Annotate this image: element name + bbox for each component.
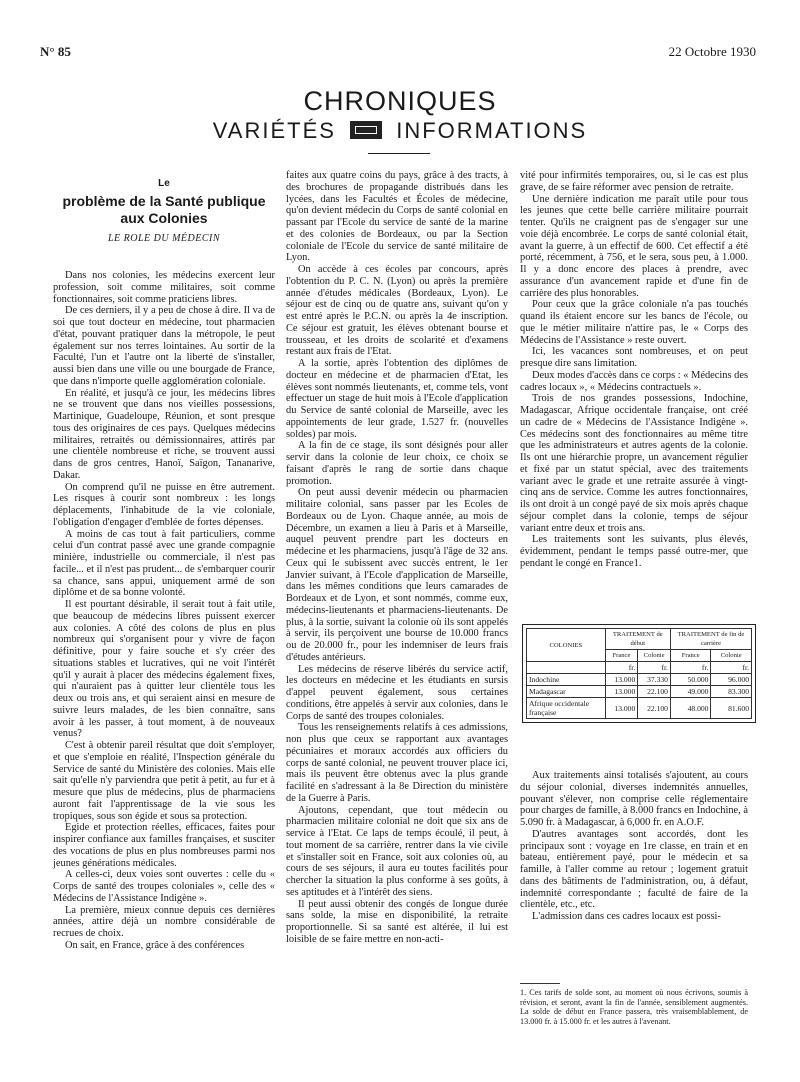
table-body (527, 674, 752, 719)
paragraph: Ici, les vacances sont nombreuses, et on peut presque dire sans limitation. (520, 346, 748, 369)
table-unit: fr. (605, 662, 638, 674)
ornament-icon (350, 121, 382, 139)
table-value: 22.100 (638, 698, 671, 719)
table-header-fin: TRAITEMENT de fin de carrière (670, 629, 751, 650)
column-3-top (520, 170, 748, 570)
paragraph: A la fin de ce stage, ils sont désignés pour aller servir dans la colonie de leur choix, ce choix se faisant d'après le rang de sortie dans chaque promotion. (286, 440, 508, 487)
paragraph: Aux traitements ainsi totalisés s'ajoutent, au cours du séjour colonial, diverses indemnités annuelles, pouvant s'élever, non comprise celle réglementaire pour charges de famille, à 8.000 francs en Indochine, à 5.090 fr. à Madagascar, à 6,000 fr. en A.O.F. (520, 770, 748, 828)
paragraph: On comprend qu'il ne puisse en être autrement. Les risques à courir sont nombreux : les longs déplacements, l'inhabitude de la vie coloniale, l'obligation d'engager d'emblée de fortes dépenses. (53, 481, 275, 528)
paragraph: Ajoutons, cependant, que tout médecin ou pharmacien militaire colonial ne doit que six ans de service à l'Etat. Ce laps de temps écoulé, il peut, à tout moment de sa carrière, rentrer dans la vie civile et s'installer soit en France, soit aux colonies où, au cours de ses séjours, il aura eu toutes facilités pour chercher la situation la plus conforme à ses goûts, à ses aptitudes et à l'intérêt des siens. (286, 804, 508, 898)
masthead-rule (368, 153, 430, 154)
table-row (527, 698, 752, 719)
paragraph: Pour ceux que la grâce coloniale n'a pas touchés quand ils étaient encore sur les bancs de l'école, ou que le métier militaire n'attire pas, le « Corps des Médecins de l'Assistance » reste ouvert. (520, 299, 748, 346)
paragraph: Il est pourtant désirable, il serait tout à fait utile, que beaucoup de médecins libres puissent exercer aux colonies. A côté des colons de plus en plus nombreux qui s'organisent pour y vivre de façon définitive, pour y faire souche et s'y créer des situations stables et lucratives, qui ne voit l'intérêt qu'il y aurait à placer des médecins également fixes, qui n'auraient pas à quitter leur clientèle tous les deux ou trois ans, et qui seraient ainsi en mesure de suivre leurs malades, de les bien connaître, sans avoir à les passer, à tout moment, à de nouveaux venus? (53, 599, 275, 740)
masthead-title: CHRONIQUES (303, 86, 497, 116)
salary-table (522, 624, 756, 723)
paragraph: D'autres avantages sont accordés, dont les principaux sont : voyage en 1re classe, en train et en bateau, entièrement payé, pour le médecin et sa famille, à l'aller comme au retour ; logement gratuit dans des bâtiments de l'administration, ou, à défaut, indemnité correspondante ; faculté de faire de la clientèle, etc., etc. (520, 828, 748, 911)
table-sub-colonie: Colonie (638, 650, 671, 662)
paragraph: faites aux quatre coins du pays, grâce à des tracts, à des brochures de propagande distribués dans les lycées, dans les Facultés et Écoles de médecine, qu'on devient médecin du Corps de santé colonial en passant par l'Ecole du service de santé de la marine et des colonies de Bordeaux, ou par la Section coloniale de l'Ecole du service de santé militaire de Lyon. (286, 170, 508, 264)
column-1 (53, 270, 275, 952)
table-colony-name: Indochine (527, 674, 606, 686)
paragraph: L'admission dans ces cadres locaux est possi- (532, 911, 721, 922)
issue-date: 22 Octobre 1930 (668, 44, 756, 59)
paragraph: A la sortie, après l'obtention des diplômes de docteur en médecine et de pharmacien d'Etat, les élèves sont nommés lieutenants, et, comme tels, vont effectuer un stage de huit mois à l'Ecole d'application du Service de santé colonial de Marseille, avec les appointements de leur grade, 1.527 fr. (nouvelles soldes) par mois. (286, 358, 508, 440)
table-header-debut: TRAITEMENT de début (605, 629, 670, 650)
article-title: problème de la Santé publique aux Colonies (62, 193, 266, 226)
column-3-bottom (520, 770, 748, 923)
footnote-rule (520, 983, 560, 984)
paragraph: Une dernière indication me paraît utile pour tous les jeunes que cette belle carrière militaire pourrait tenter. Qu'ils ne craignent pas de s'engager sur une voie déjà encombrée. Le corps de santé colonial était, avant la guerre, à un effectif de 600. Cet effectif a été porté, récemment, à 756, et le sera, sous peu, à 1.000. Il y a donc encore des places à prendre, avec assurance d'un avancement rapide et d'une fin de carrière des plus honorables. (520, 193, 748, 299)
table-value: 48.000 (670, 698, 711, 719)
table-unit: fr. (670, 662, 711, 674)
paragraph: On sait, en France, grâce à des conférences (65, 939, 245, 951)
paragraph: Les médecins de réserve libérés du service actif, les docteurs en médecine et les étudiants en sursis d'appel peuvent également, sous certaines conditions, être appelés à servir aux colonies, dans le Corps de santé des troupes coloniales. (286, 663, 508, 722)
table-header-colonies: COLONIES (527, 629, 606, 662)
table-value: 49.000 (670, 686, 711, 698)
issue-number: N° 85 (40, 44, 71, 59)
paragraph: Les traitements sont les suivants, plus élevés, évidemment, pendant le temps passé outre-mer, que pendant le congé en France1. (520, 534, 748, 569)
masthead-right: INFORMATIONS (396, 118, 588, 143)
footnote: 1. Ces tarifs de solde sont, au moment où nous écrivons, soumis à révision, et seront, avant la fin de l'année, sensiblement augmentés. La solde de début en France passera, très vraisemblablement, de 13.000 fr. à 15.000 fr. et les autres à l'avenant. (520, 988, 748, 1026)
paragraph: A celles-ci, deux voies sont ouvertes : celle du « Corps de santé des troupes coloniales », celle des « Médecins de l'Assistance Indigène ». (53, 869, 275, 904)
paragraph: Trois de nos grandes possessions, Indochine, Madagascar, Afrique occidentale française, ont créé un cadre de « Médecins de l'Assistance Indigène ». Ces médecins sont des fonctionnaires au même titre que les administrateurs et autres agents de la colonie. Ils ont une hiérarchie propre, un avancement régulier et fixé par un statut spécial, avec des traitements variant avec le grade et une retraite assurée à vingt-cinq ans de service. Comme les autres fonctionnaires, ils ont droit à un congé payé de six mois après chaque séjour complet dans la colonie, temps de séjour variant entre deux et trois ans. (520, 393, 748, 534)
salary-table-grid (526, 628, 752, 719)
paragraph: Tous les renseignements relatifs à ces admissions, non plus que ceux se rapportant aux avantages pécuniaires et moraux accordés aux officiers du corps de santé colonial, ne peuvent trouver place ici, mais ils peuvent être obtenus avec la plus grande facilité en s'adressant à la 8e Direction du ministère de la Guerre à Paris. (286, 722, 508, 804)
paragraph: Deux modes d'accès dans ce corps : « Médecins des cadres locaux », « Médecins contractuels ». (520, 369, 748, 393)
article-subtitle: LE ROLE DU MÉDECIN (107, 233, 221, 244)
article-kicker: Le (158, 178, 170, 189)
table-sub-france: France (670, 650, 711, 662)
table-row (527, 686, 752, 698)
paragraph: La première, mieux connue depuis ces dernières années, attire déjà un nombre considérable de recrues de choix. (53, 904, 275, 939)
table-unit: fr. (711, 662, 752, 674)
paragraph: On peut aussi devenir médecin ou pharmacien militaire colonial, sans passer par les Ecoles de Bordeaux ou de Lyon. Chaque année, au mois de Décembre, un examen a lieu à Paris et à Marseille, auquel peuvent prendre part les docteurs en médecine et les pharmaciens, jusqu'à l'âge de 32 ans. Ceux qui le subissent avec succès entrent, le 1er Janvier suivant, à l'Ecole d'application de Marseille, dans les mêmes conditions que leurs camarades de Bordeaux et de Lyon, et sont nommés, comme eux, médecins-lieutenants et pharmaciens-lieutenants. De plus, à la sortie, suivant la colonie où ils sont appelés à servir, ils perçoivent une bourse de 10.000 francs ou de 20.000 fr., pour les indemniser de leurs frais d'études antérieurs. (286, 487, 508, 663)
table-value: 13.000 (605, 686, 638, 698)
table-colony-name: Madagascar (527, 686, 606, 698)
paragraph: Il peut aussi obtenir des congés de longue durée sans solde, la mise en disponibilité, la retraite proportionnelle. Si sa santé est altérée, il lui est loisible de se faire mettre en non-acti- (286, 898, 508, 945)
paragraph: On accède à ces écoles par concours, après l'obtention du P. C. N. (Lyon) ou après la première année d'études médicales (Bordeaux, Lyon). Le séjour est de cinq ou de quatre ans, suivant qu'on y est entré après le P.C.N. ou après la 4e inscription. Ce séjour est gratuit, les élèves obtenant bourse et trousseau, et les droits de scolarité et d'examens restant aux frais de l'Etat. (286, 264, 508, 358)
table-sub-colonie: Colonie (711, 650, 752, 662)
table-value: 13.000 (605, 698, 638, 719)
table-value: 50.000 (670, 674, 711, 686)
column-3 (520, 170, 748, 570)
paragraph: En réalité, et jusqu'à ce jour, les médecins libres ne se trouvent que dans nos vieilles possessions, Martinique, Guadeloupe, Réunion, et sont presque tous des originaires de ces pays. Quelques médecins militaires, retraités ou démissionnaires, attirés par une clientèle nombreuse et riche, se trouvent aussi dans de gros centres, Hanoï, Saïgon, Tananarive, Dakar. (53, 387, 275, 481)
table-value: 13.000 (605, 674, 638, 686)
table-row (527, 674, 752, 686)
table-value: 37.330 (638, 674, 671, 686)
paragraph: C'est à obtenir pareil résultat que doit s'employer, et que s'emploie en réalité, l'Inspection générale du Service de santé du Ministère des colonies. Mais elle sait qu'elle n'y parviendra que petit à petit, au fur et à mesure que plus de médecins, plus de pharmaciens auront fait l'apprentissage de la vie sous les tropiques, sous son égide et sous sa protection. (53, 740, 275, 822)
table-value: 22.100 (638, 686, 671, 698)
table-value: 83.300 (711, 686, 752, 698)
masthead-left: VARIÉTÉS (212, 118, 336, 143)
table-sub-france: France (605, 650, 638, 662)
table-unit: fr. (638, 662, 671, 674)
paragraph: Dans nos colonies, les médecins exercent leur profession, soit comme militaires, soit comme fonctionnaires, soit comme praticiens libres. (53, 270, 275, 305)
paragraph: vité pour infirmités temporaires, ou, si le cas est plus grave, de se faire réformer avec pension de retraite. (520, 170, 748, 193)
column-2 (286, 170, 508, 946)
paragraph: Egide et protection réelles, efficaces, faites pour inspirer confiance aux familles françaises, et susciter des vocations de plus en plus nombreuses parmi nos jeunes générations médicales. (53, 822, 275, 869)
paragraph: De ces derniers, il y a peu de chose à dire. Il va de soi que tout docteur en médecine, tout pharmacien d'état, pouvant pratiquer dans la métropole, le peut également sur nos terres lointaines. Au sortir de la Faculté, l'un et l'autre ont la liberté de s'installer, aussi bien dans une ville ou une bourgade de France, que dans n'importe quelle agglomération coloniale. (53, 305, 275, 387)
table-colony-name: Afrique occidentale française (527, 698, 606, 719)
table-value: 96.000 (711, 674, 752, 686)
masthead-subtitle (0, 118, 800, 144)
table-value: 81.600 (711, 698, 752, 719)
paragraph: A moins de cas tout à fait particuliers, comme celui d'un contrat passé avec une grande compagnie minière, industrielle ou commerciale, il n'est pas facile... et il n'est pas prudent... de s'embarquer courir sa chance, sans appui, uniquement armé de son diplôme et de sa bonne volonté. (53, 528, 275, 599)
